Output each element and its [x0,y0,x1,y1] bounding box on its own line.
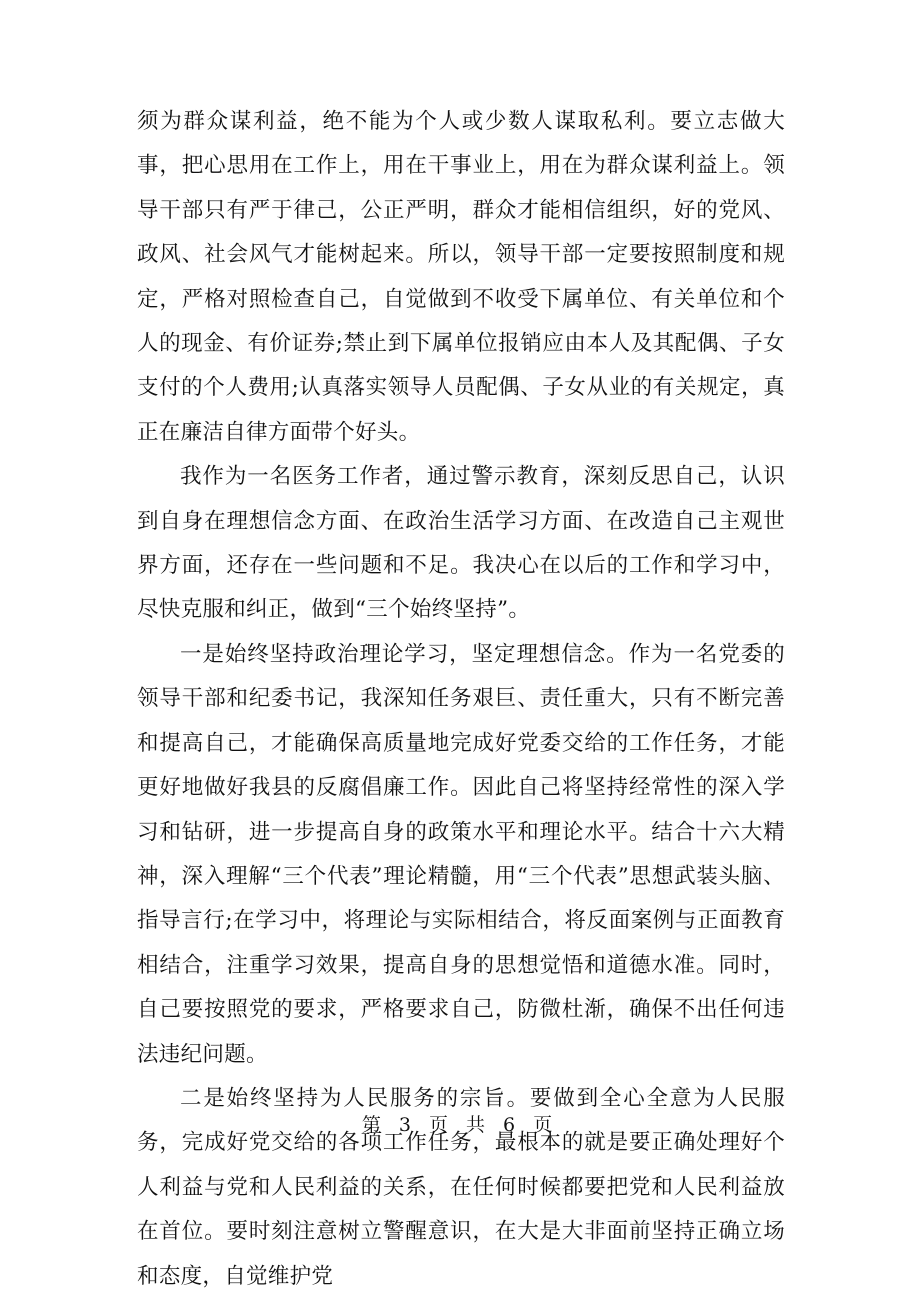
paragraph-point-two: 二是始终坚持为人民服务的宗旨。要做到全心全意为人民服务，完成好党交给的各项工作任务，最根本的就是要正确处理好个人利益与党和人民利益的关系，在任何时候都要把党和人民利益放在首位。要时刻注意树立警醒意识，在大是大非面前坚持正确立场和态度，自觉维护党 [137,1085,785,1289]
paragraph-continuation: 须为群众谋利益，绝不能为个人或少数人谋取私利。要立志做大事，把心思用在工作上，用在干事业上，用在为群众谋利益上。领导干部只有严于律己，公正严明，群众才能相信组织，好的党风、政风、社会风气才能树起来。所以，领导干部一定要按照制度和规定，严格对照检查自己，自觉做到不收受下属单位、有关单位和个人的现金、有价证券;禁止到下属单位报销应由本人及其配偶、子女支付的个人费用;认真落实领导人员配偶、子女从业的有关规定，真正在廉洁自律方面带个好头。 [137,109,785,445]
page-number-footer: 第 3 页 共 6 页 [361,1114,559,1136]
paragraph-point-one: 一是始终坚持政治理论学习，坚定理想信念。作为一名党委的领导干部和纪委书记，我深知任务艰巨、责任重大，只有不断完善和提高自己，才能确保高质量地完成好党委交给的工作任务，才能更好地做好我县的反腐倡廉工作。因此自己将坚持经常性的深入学习和钻研，进一步提高自身的政策水平和理论水平。结合十六大精神，深入理解“三个代表”理论精髓，用“三个代表”思想武装头脑、指导言行;在学习中，将理论与实际相结合，将反面案例与正面教育相结合，注重学习效果，提高自身的思想觉悟和道德水准。同时，自己要按照党的要求，严格要求自己，防微杜渐，确保不出任何违法违纪问题。 [137,641,785,1067]
paragraph-reflection: 我作为一名医务工作者，通过警示教育，深刻反思自己，认识到自身在理想信念方面、在政治生活学习方面、在改造自己主观世界方面，还存在一些问题和不足。我决心在以后的工作和学习中，尽快克服和纠正，做到“三个始终坚持”。 [137,464,785,623]
